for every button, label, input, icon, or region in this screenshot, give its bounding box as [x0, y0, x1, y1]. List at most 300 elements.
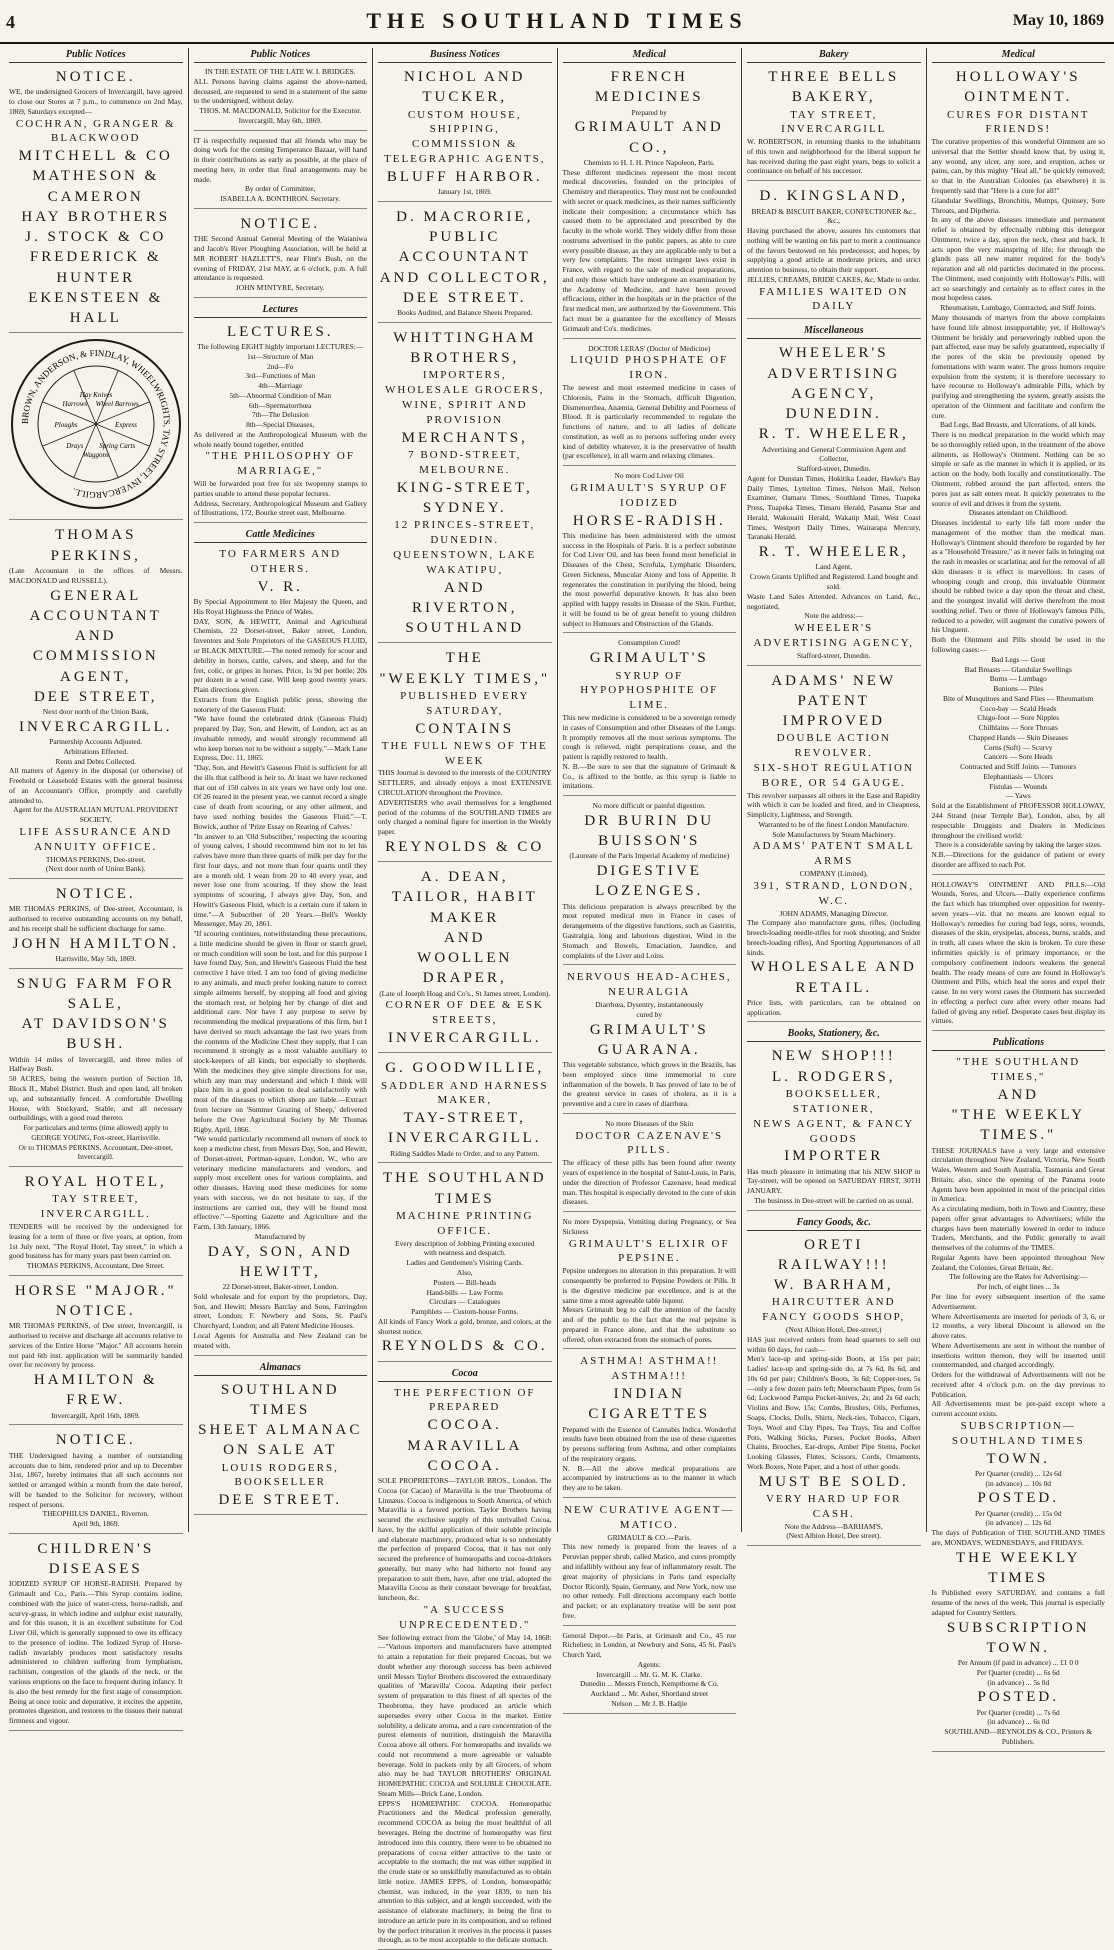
ad-text: Where Advertisements are inserted for periods of 3, 6, or 12 months, a very liberal Discount is allowed on the above rates.	[931, 1311, 1105, 1341]
ad-text: These different medicines represent the most recent medical discoveries, founded on the principles of Chemistry and therapeutics. They must not be confounded with secret or quack medicines, as their names sufficiently indicate their composition; a circumstance which has caused them to be appreciated and prescribed by the faculty in the whole world. They widely differ from those nostrums advertised in the public papers, as able to cure every possible disease, as they are applicable only to but a very few complaints. The most stringent laws exist in France, with regard to the sale of medical preparations, and only those which have undergone an examination by the Academy of Medicine, and have been proved efficacious, either in the hospitals or in the practice of the first medical men, are authorized by the Government. This fact must be a guarantee for the excellency of Messrs Grimault and Co's. medicines.	[562, 167, 736, 333]
seal-inner-label: Harrows	[62, 400, 87, 409]
ad-text: This new remedy is prepared from the leaves of a Peruvian pepper shrub, called Matico, and cures promptly and infallibly without any fear of inflammatory result. The great majority of physicians in Paris (and especially Doctor Ricord), Spain, Germany, and New York, now use no other remedy. Full directions accompany each bottle and packet; or an explanatory treatise will be sent post free.	[562, 1542, 736, 1620]
ad-headline: SUBSCRIPTION	[946, 1619, 1090, 1636]
ad-headline: G. GOODWILLIE,	[385, 1060, 545, 1077]
ad-headline: ASTHMA! ASTHMA!! ASTHMA!!!	[580, 1355, 719, 1383]
column	[373, 48, 558, 1945]
ad-headline: "WEEKLY TIMES,"	[379, 670, 551, 687]
ad-text: N. B.—All the above medical preparations are accompanied by instructions as to the manner in which they are to be taken.	[562, 1463, 736, 1493]
advertisement	[563, 1631, 737, 1714]
ad-text: In any of the above diseases immediate and permanent relief is obtained by effectually rubbing this detergent Ointment, twice a day, upon the neck, chest and back. It acts upon the very mainspring of life; for through the glands pass all new matter required for the body's reparation and all old particles decimated in the process. The Ointment, used conjointly with Holloway's Pills, will act so searchingly and certainly as to effect cures in the most hopeless cases.	[931, 215, 1105, 303]
ad-headline: GRIMAULT'S GUARANA.	[589, 1021, 709, 1058]
ad-text: Will be forwarded post free for six twopenny stamps to parties unable to attend these popular lectures.	[193, 479, 367, 498]
ad-text: Per Annum (if paid in advance) ... £1 0 0	[957, 1658, 1079, 1668]
ad-text: Agents:	[637, 1659, 661, 1669]
ad-headline: SOUTHLAND TIMES	[220, 1381, 340, 1418]
ad-text: Agent for Dunstan Times, Hokitika Leader, Hawke's Bay Daily Times, Lyttelton Times, Nelson Mail, Nelson Examiner, Oamaru Times, Southland Times, Tuapeka Press, Tuapeka Times, Timaru Herald, Pasama Star and Herald, Wakouaiti Herald, Wakatip Mail, West Coast Times, Westport Daily Times, Wairarapa Mercury, Taranaki Herald.	[747, 473, 921, 542]
ad-headline: J. STOCK & CO	[25, 229, 167, 246]
ad-text: Chapped Hands — Skin Diseases	[968, 732, 1068, 742]
ad-headline: TAY STREET, INVERCARGILL.	[40, 1193, 151, 1221]
ad-headline: THE SOUTHLAND TIMES	[382, 1170, 547, 1207]
ad-headline: DIGESTIVE LOZENGES.	[595, 863, 704, 900]
section-heading: Public Notices	[194, 48, 368, 63]
ad-text: Diseases incidental to early life fall more under the management of the mother than the medical man. Holloway's Ointment should therefore be regarded by her as a "Household Treasure," as it never fails in bringing out the rash in measles or scarlatina; and for the removal of all skin diseases it is effect is marvellous. In cases of whooping cough and croup, this invaluable Ointment should be rubbed twice a day upon the throat and chest, and the youngest invalid will derive therefrom the most soothing relief. Two or three of Holloway's famous Pills, reduced to a powder, will augment the curative powers of his Unguent.	[931, 518, 1105, 635]
ad-text: By Special Appointment to Her Majesty the Queen, and His Royal Highness the Prince of Wales.	[193, 597, 367, 616]
section-heading: Almanacs	[194, 1361, 368, 1376]
ad-text: All Advertisements must be pre-paid except where a current account exists.	[931, 1399, 1105, 1419]
advertisement	[747, 1235, 921, 1546]
ad-headline: DOCTOR CAZENAVE'S PILLS.	[575, 1129, 724, 1157]
ad-text: GRIMAULT & CO.—Paris.	[607, 1532, 692, 1542]
ad-text: As delivered at the Anthropological Museum with the whole neatly bound together, entitled	[193, 429, 367, 449]
ad-text: Manufactured by	[254, 1231, 306, 1241]
ad-text: Sole Manufacturers by Steam Machinery.	[772, 829, 896, 839]
page-columns	[4, 48, 1110, 1945]
seal-inner-label: Ploughs	[54, 421, 78, 430]
advertisement	[194, 214, 368, 298]
advertisement	[9, 884, 183, 969]
ad-text: The days of Publication of THE SOUTHLAND TIMES are, MONDAYS, WEDNESDAYS, and FRIDAYS.	[931, 1528, 1105, 1547]
ad-headline: NICHOL AND TUCKER,	[403, 69, 526, 106]
ad-headline: TAY STREET, INVERCARGILL	[781, 108, 887, 136]
ad-text: "If scouring continues, notwithstanding these precautions, a little medicine should be given in flour or starch gruel, or much condition will soon be lost, and for this purpose I have found Day, Son, and Hewitt's Gaseous Fluid the best corrective I have tried. I am too fond of giving medicine to any animals, and much prefer looking nature to correct simple ailments herself, by stopping all food and giving the stomach rest, or helping her by change of diet and additional care. Nor have I any purpose to serve by recommending the medical preparations of this firm, but I have derived so much advantage the last two years from the contents of the Medicine Chest they supply, that I can recommend it strongly as a most valuable auxiliary to stock-keepers of all kinds, but especially to shepherds. With the medicines they give simple directions for use, which any man may understand and which I think will place him in a good position to deal satisfactorily with most of the diseases to which sheep are liable.—Extract from lecture on 'Summer Grazing of Sheep,' delivered before the Over Agricultural Society by Mr Thomas Rigby, April, 1866.	[193, 929, 367, 1134]
advertisement	[194, 1380, 368, 1516]
ad-text: Consumption Cured!	[618, 638, 681, 648]
advertisement	[378, 648, 552, 862]
ad-headline: ADAMS' PATENT SMALL ARMS	[752, 840, 915, 868]
ad-text: Land Agent,	[815, 562, 853, 572]
ad-headline: LIQUID PHOSPHATE OF IRON.	[570, 354, 729, 382]
advertisement	[563, 67, 737, 339]
ad-text: 3rd—Functions of Man	[245, 371, 316, 381]
ad-headline: FREDERICK & HUNTER	[29, 249, 162, 286]
ad-text: (in advance) ... 6s 0d	[987, 1717, 1050, 1727]
ad-text: IN THE ESTATE OF THE LATE W. I. BRIDGES.	[205, 67, 356, 76]
ad-text: "We would particularly recommend all owners of stock to keep a medicine chest, from Messrs Day, Son, and Hewitt, of Dorset-street, Portman-square, London, W., who are veterinary medicine manufacturers and vendors, and supply most excellent ones for various complaints, and other diseases. Having used these medicines for some years with success, we do not hesitate to say, if the instructions are carried out, they will be found most effective."—Sporting Gazette and Agriculture and the Farm, 13th January, 1866.	[193, 1134, 367, 1232]
ad-text: Having purchased the above, assures his customers that nothing will be wanting on his part to merit a continuance of the favors bestowed on his predecessor, and hopes, by supplying a good article at moderate prices, and strict attention to business, to obtain their support.	[747, 226, 921, 275]
ad-headline: GRIMAULT AND CO.,	[574, 119, 724, 156]
ad-text: Contracted and Stiff Joints — Tumours	[960, 762, 1077, 772]
ad-text: This vegetable substance, which grows in the Brazils, has been employed since time immemorial to cure inflammation of the bowels. It has proved of late to be of the greatest service in cases of cholera, as it is a preventive and a cure in cases of diarrhœa.	[562, 1060, 736, 1109]
ad-text: "In answer to an 'Old Subscriber,' respecting the scouring of young calves, I should recommend him not to let his calves have more than three quarts of milk per day for the first four days, and not more than four quarts until they are a month old. I wean from 20 to 40 every year, and never lose one from scouring. If they show the least symptoms of scouring, I always give Day, Son, and Hewitt's Gaseous Fluid, which is a certain cure if taken in time."—A Subscriber of 20 Years.—Bell's Weekly Messenger, May 20, 1861.	[193, 831, 367, 929]
ad-text: Bunions — Piles	[993, 684, 1044, 694]
ad-text: As a circulating medium, both in Town and Country, these papers offer great advantages to Advertisers; while the charges have been materially lowered in order to induce Traders, Merchants, and the Public generally to avail themselves of the columns of the TIMES.	[931, 1204, 1105, 1253]
ad-text: Messrs Grimault beg to call the attention of the faculty and of the public to the fact that the real pepsine is prepared in France alone, and that the substitute so offered, often extracted from the stomach of pores.	[562, 1305, 736, 1344]
section-heading: Books, Stationery, &c.	[747, 1027, 921, 1042]
ad-text: cured by	[636, 1009, 663, 1019]
ad-text: (in advance) ... 5s 0d	[987, 1677, 1050, 1687]
ad-text: 6th—Spermatorrhœa	[249, 400, 312, 410]
section-heading: Medical	[932, 48, 1106, 63]
ad-headline: NOTICE.	[55, 1432, 136, 1449]
ad-headline: D. KINGSLAND,	[759, 188, 909, 205]
ad-headline: SUBSCRIPTION—SOUTHLAND TIMES	[951, 1419, 1085, 1447]
advertisement	[747, 343, 921, 665]
ad-headline: INVERCARGILL.	[18, 718, 173, 735]
ad-text: Sold at the Establishment of PROFESSOR HOLLOWAY, 244 Strand (near Temple Bar), London, also, by all respectable Druggists and Dealers in Medicines throughout the civilised world.	[931, 801, 1105, 840]
ad-headline: DEE STREET.	[218, 1492, 343, 1509]
ad-text: April 9th, 1869.	[72, 1519, 120, 1529]
ad-text: Note the Address—BARHAM'S,	[784, 1521, 883, 1531]
ad-text: THOMAS PERKINS, Accountant, Dee Street.	[26, 1261, 165, 1271]
ad-headline: MATHESON & CAMERON	[32, 168, 160, 205]
ad-text: The newest and most esteemed medicine in cases of Chlorosis, Pains in the Stomach, difficult Digestion, Dismenorrhea, Anæmia, General Debility and Poorness of Blood. It is particularly recommended to regulate the functions of nature, and to all ladies of delicate constitution, as well as to persons suffering under every kind of debility whatever, it is the preservative of health (par excellence), in all warm and relaxing climates.	[562, 383, 736, 461]
column	[189, 48, 374, 1532]
ad-text: N.B.—Directions for the guidance of patient or every disorder are affixed to each Pot.	[931, 850, 1105, 869]
ad-headline: W. BARHAM,	[773, 1277, 894, 1294]
ad-text: Cancers — Sore Heads	[983, 752, 1053, 762]
ad-headline: DR BURIN DU BUISSON'S	[584, 812, 715, 850]
advertisement	[378, 1168, 552, 1361]
ad-headline: SADDLER AND HARNESS MAKER,	[380, 1079, 549, 1107]
ad-headline: NOTICE.	[55, 886, 136, 903]
ad-text: General Depot.—In Paris, at Grimault and Co., 45 rue Richelieu; in London, at Newbury and Sons, 45 St. Paul's Church Yard,	[562, 1630, 736, 1660]
ad-text: Prepared by	[631, 107, 667, 117]
ad-text: Warranted to be of the finest London Manufacture.	[758, 819, 909, 829]
ad-text: "Day, Son, and Hewitt's Gaseous Fluid is sufficient for all the ills that calfhood is heir to. At least we have reckoned that out of 150 calves in six years we have only lost one. Of 26 reared in the present year, we cannot record a single case of death from scouring, or any other ailment, and have used nothing besides the Gaseous Fluid."—T. Bowick, author of 'Prize Essay on Rearing of Calves.'	[193, 763, 367, 831]
ad-text: No more Cod Liver Oil	[614, 471, 684, 481]
ad-headline: CURES FOR DISTANT FRIENDS!	[946, 108, 1090, 136]
ad-headline: TAY-STREET,	[403, 1110, 526, 1127]
ad-headline: "THE WEEKLY TIMES."	[951, 1107, 1086, 1144]
ad-headline: SIX-SHOT REGULATION BORE, OR 54 GAUGE.	[753, 761, 914, 789]
ad-text: Per Quarter (credit) ... 12s 6d	[974, 1468, 1062, 1478]
ad-text: Invercargill, May 6th, 1869.	[238, 115, 322, 125]
ad-text: Invercargill ... Mr. G. M. K. Clarke.	[596, 1669, 703, 1679]
ad-text: Per Quarter (credit) ... 15s 0d	[974, 1508, 1062, 1518]
ad-text: All kinds of Fancy Work a gold, bronze, and colors, at the shortest notice.	[378, 1316, 552, 1336]
ad-headline: THE	[445, 650, 484, 667]
ad-text: 8th—Special Diseases,	[246, 420, 315, 430]
ad-text: W. ROBERTSON, in returning thanks to the inhabitants of this town and neighborhood for the liberal support he has received during the past eight years, begs to solicit a continuance on behalf of his successor.	[747, 137, 921, 176]
ad-text: Orders for the withdrawal of Advertisements will not be received after 4 o'clock p.m. on the day previous to Publication.	[931, 1370, 1105, 1399]
ad-headline: CONTAINS	[415, 720, 515, 737]
page-number: 4	[6, 12, 15, 32]
section-heading: Medical	[563, 48, 737, 63]
ad-headline: POSTED.	[977, 1490, 1059, 1507]
section-heading: Lectures	[194, 303, 368, 318]
ad-headline: KING-STREET, SYDNEY.	[396, 479, 533, 516]
ad-text: 4th—Marriage	[258, 381, 303, 391]
ad-text: THOS. M. MACDONALD, Solicitor for the Executor.	[199, 106, 362, 116]
ad-text: Men's lace-up and spring-side Boots, at 15s per pair; Ladies' lace-up and spring-side do, at 7s 6d, 8s 6d, and 10s 6d per pair; Children's Boots, 3s 6d; Copper-toes, 5s—only a few dozen pairs left; Meerschaum Pipes, from 5s 6d; Lockwood Pampa Pocket-knives, 2s; and 2s 6d each; Violins and Bow, 15s; Combs, Brushes, Oils, Perfumes, Soaps, Clocks, Dolls, Shirts, Neck-ties, Tobacco, Cigars, Toys, Wool and Clay Pipes, Tea Trays, Tea and Coffee Pots, Walking Sticks, Purses, Pocket Books, Albert Chains, Brooches, Ear-drops, Amber Pipe Stems, Pocket Looking Glasses, Flutes, Scissors, Cords, Ornaments, Work Boxes, Note Paper, and a host of other goods.	[747, 1354, 921, 1471]
seal-outer-text: BROWN, ANDERSON, & FINDLAY, WHEELWRIGHTS, TAY STREET, INVERCARGILL.	[19, 348, 172, 501]
ad-text: 22 Dorset-street, Baker-street, London.	[222, 1282, 339, 1292]
seal-inner-label: Waggons	[83, 451, 109, 460]
ad-text: (Laureate of the Paris Imperial Academy of medicine)	[569, 851, 730, 861]
ad-text: THESE JOURNALS have a very large and extensive circulation throughout New Zealand, Victoria, New South Wales, Western and South Australia, Tasmania and Great Britain; also, since the opening of the Panama route Agents have been appointed in most of the principal cities in America.	[931, 1145, 1105, 1204]
advertisement	[378, 328, 552, 643]
ad-text: (Late Accountant in the offices of Messrs. MACDONALD and RUSSELL).	[9, 565, 183, 585]
ad-headline: SOUTHLAND	[405, 620, 525, 637]
ad-headline: INVERCARGILL.	[387, 1130, 542, 1147]
advertisement	[747, 1046, 921, 1210]
ad-headline: TOWN.	[986, 1639, 1050, 1656]
ad-text: Chemists to H. I. H. Prince Napoleon, Paris.	[583, 157, 715, 167]
ad-text: Dunedin ... Messrs French, Kempthorne & Co.	[579, 1679, 719, 1689]
ad-headline: WHITTINGHAM BROTHERS,	[393, 329, 537, 367]
ad-headline: WHEELER'S ADVERTISING	[767, 345, 901, 382]
section-heading: Publications	[932, 1036, 1106, 1051]
ad-text: There is a considerable saving by taking the larger sizes.	[934, 840, 1102, 850]
column	[927, 48, 1111, 1746]
seal-inner-label: Spring Carts	[98, 442, 135, 451]
ad-text: The Company also manufacture guns, rifles, (including breech-loading needle-rifles for rook shooting, and Snider breech-loading rifles), And Sporting Appurtenances of all kinds.	[747, 918, 921, 957]
ad-headline: MITCHELL & CO	[18, 148, 173, 165]
ad-text: Local Agents for Australia and New Zealand can be treated with.	[193, 1331, 367, 1350]
ad-text: TENDERS will be received by the undersigned for leasing for a term of three or five years, at option, from 1st July next, "The Royal Hotel, Tay street," in which a good business has for many years past been carried on.	[9, 1222, 183, 1261]
ad-text: WE, the undersigned Grocers of Invercargill, have agreed to close our Stores at 7 p.m., to commence on 2nd May, 1869, Saturdays excepted—	[9, 87, 183, 116]
ad-text: 5th—Abnormal Condition of Man	[229, 390, 332, 400]
ad-headline: DAY, SON, AND HEWITT,	[207, 1243, 353, 1280]
ad-text: Bad Breasts — Glandular Swellings	[964, 664, 1072, 674]
ad-headline: GRIMAULT'S SYRUP OF IODIZED	[570, 481, 729, 509]
ad-text: Rheumatism, Lumbago, Contracted, and Stiff Joints.	[940, 303, 1097, 313]
advertisement	[378, 867, 552, 1053]
advertisement	[563, 344, 737, 467]
seal-inner-label: Express	[114, 421, 137, 430]
advertisement	[194, 136, 368, 209]
ad-headline: REYNOLDS & CO.	[381, 1338, 548, 1355]
ad-headline: THREE BELLS BAKERY,	[768, 69, 900, 106]
advertisement	[563, 1119, 737, 1212]
ad-text: Fistulas — Wounds	[989, 781, 1048, 791]
ad-headline: R. T. WHEELER,	[758, 426, 909, 443]
ad-headline: RIVERTON,	[412, 599, 518, 616]
ad-headline: AND	[444, 579, 486, 596]
ad-text: Diarrhœa, Dysentry, instantaneously	[595, 999, 704, 1009]
ad-text: Per Quarter (credit) ... 6s 6d	[976, 1667, 1060, 1677]
ad-text: Pepsine undergoes no alteration in this preparation. It will consequently be preferred to Pepsine Powders or Pills. It is the digestive medicine par excellence, and is at the same time a most agreeable table liqueur.	[562, 1266, 736, 1305]
ad-headline: "A SUCCESS UNPRECEDENTED."	[399, 1603, 531, 1631]
ad-text: Every description of Jobbing Printing executed	[395, 1238, 535, 1248]
advertisement	[9, 525, 183, 879]
ad-headline: AND	[444, 929, 486, 946]
ad-text: Or to THOMAS PERKINS, Accountant, Dee-street, Invercargill.	[18, 1142, 173, 1162]
ad-text: HAS just received orders from head quarters to sell out within 60 days, for cash—	[747, 1334, 921, 1354]
ad-text: (Late of Joseph Hoag and Co's., St James street, London).	[379, 988, 551, 998]
ad-text: COMPANY (Limited),	[799, 869, 868, 879]
ad-text: Both the Ointment and Pills should be used in the following cases:—	[931, 635, 1105, 654]
ad-text: THOMAS PERKINS, Dee-street.	[45, 854, 146, 864]
ad-text: IT is respectfully requested that all friends who may be doing work for the coming Temperance Bazaar, will hand in their contributions as early as possible, at the place of meeting here, in order that final arrangements may be made.	[193, 135, 367, 184]
advertisement	[378, 1058, 552, 1163]
section-heading: Fancy Goods, &c.	[747, 1216, 921, 1231]
advertisement	[563, 801, 737, 965]
ad-text: Advertising and General Commission Agent and Collector,	[761, 444, 906, 464]
ad-headline: QUEENSTOWN, LAKE WAKATIPU,	[393, 548, 537, 576]
masthead	[0, 0, 1114, 44]
ad-text: Books Audited, and Balance Sheets Prepared.	[397, 308, 533, 318]
ad-headline: AT DAVIDSON'S BUSH.	[21, 1016, 170, 1053]
column	[742, 48, 927, 1541]
ad-headline: L. RODGERS,	[772, 1068, 896, 1085]
ad-headline: MERCHANTS,	[401, 429, 528, 446]
seal-graphic	[13, 341, 179, 507]
ad-headline: IMPROVED	[782, 713, 885, 730]
ad-headline: CUSTOM HOUSE, SHIPPING,	[407, 108, 522, 136]
ad-text: (Next Albion Hotel, Dee-street,)	[786, 1325, 882, 1335]
section-heading: Bakery	[747, 48, 921, 63]
ad-text: ALL Persons having claims against the above-named, deceased, are requested to send in a statement of the same to the undersigned, without delay.	[193, 76, 367, 106]
ad-text: "We have found the celebrated drink (Gaseous Fluid) prepared by Day, Son, and Hewitt, of London, act as an invaluable remedy, and would strongly recommend all who keep horses not to be without a supply."—Mark Lane Express, Dec. 11, 1865.	[193, 714, 367, 763]
ad-headline: NEW CURATIVE AGENT—MATICO.	[564, 1504, 735, 1531]
ad-text: The business in Dee-street will be carried on as usual.	[754, 1195, 914, 1205]
ad-text: Agent for the AUSTRALIAN MUTUAL PROVIDENT SOCIETY,	[13, 805, 179, 825]
advertisement	[9, 67, 183, 333]
ad-headline: AGENCY, DUNEDIN.	[785, 385, 882, 423]
ad-headline: TAILOR, HABIT MAKER	[391, 889, 538, 926]
ad-text: THE Second Annual General Meeting of the Waianiwa and Jacob's River Ploughing Association, will be held at MR ROBERT HAZLETT'S, near Flint's Bush, on the evening of FRIDAY, 21st MAY, at 6 o'clock, p.m. A full attendance is requested.	[193, 234, 367, 283]
ad-text: MR THOMAS PERKINS, of Dee street, Invercargill, is authorised to receive and discharge all accounts relative to services of the Entire Horse "Major." All accounts herein not paid 6th inst. application will be summarily handed over for recovery by process.	[9, 1321, 183, 1370]
ad-headline: HAIRCUTTER AND FANCY GOODS SHOP,	[762, 1296, 906, 1324]
ad-text: Next door north of the Union Bank,	[42, 707, 149, 717]
ad-headline: CORNER OF DEE & ESK STREETS,	[385, 999, 544, 1027]
ad-text: This delicious preparation is always prescribed by the most reputed medical men in France in cases of derangements of the digestive functions, such as Gastritis, Gastralgia, long and laborious digestion, Wind in the Stomach and Bowels, Emaciation, Jaundice, and complaints of the Liver and Loins.	[562, 901, 736, 960]
wheelwright-seal	[11, 339, 181, 509]
ad-text: The curative properties of this wonderful Ointment are so universal that the Settler should know that, by using it, any wound, any ulcer, any sore, and eruption, aches or pains, can, by this mighty "Heal all," be quickly removed; so that in the Australian Colonies (as elsewhere) it is frequently said that "Here is a cure for all!"	[931, 137, 1105, 196]
advertisement	[563, 970, 737, 1114]
ad-text: 50 ACRES, being the western portion of Section 18, Block II., Mabel District. Bush and open land, all broken up, and substantially fenced. A comfortable Dwelling House, with Stockyard, Stable, and all necessary outbuildings, with a good road thereto.	[9, 1074, 183, 1123]
ad-text: Is Published every SATURDAY, and contains a full resume of the news of the week. This journal is especially adapted for Country Settlers.	[931, 1588, 1105, 1617]
advertisement	[747, 671, 921, 1023]
advertisement	[563, 471, 737, 633]
ad-text: THEOPHILUS DANIEL, Riverton.	[42, 1509, 149, 1519]
ad-text: GEORGE YOUNG, Fox-street, Harrisville.	[31, 1132, 161, 1142]
section-heading: Cocoa	[378, 1367, 552, 1382]
ad-text: Where Advertisements are sent in without the number of insertions written thereon, they will be inserted until countermanded, and charged accordingly.	[931, 1340, 1105, 1370]
ad-headline: HAY BROTHERS	[21, 208, 171, 225]
ad-text: (Next Albion Hotel, Dee street).	[786, 1531, 882, 1541]
ad-text: HOLLOWAY'S OINTMENT AND PILLS.—Old Wounds, Sores, and Ulcers.—Daily experience confirms the fact which has triumphed over opposition for twenty-seven years—viz. that no means are known equal to Holloway's remedies for curing bad legs, sores, wounds, diseases of the skin, erysipelas, abscess, burns, scalds, and in truth, all cases where the skin is broken. To cure these infirmities quickly is of primary importance, or the compulsory confinement indoors weakens the general health. The ready means of cure are found in Holloway's Ointment and Pills, which heal the sores and expel their cause. In no very worst cases the Ointment has succeeded in effecting a perfect cure after every other means had failed of giving any relief. Desperate cases best display its virtues.	[931, 879, 1105, 1026]
ad-text: Ladies and Gentlemen's Visiting Cards.	[406, 1258, 524, 1268]
ad-text: SOUTHLAND—REYNOLDS & CO., Printers & Publishers.	[944, 1727, 1093, 1746]
ad-text: See following extract from the 'Globe,' of May 14, 1868:—"Various importers and manufacturers have attempted to attain a reputation for their prepared Cocoas, but we doubt whether any thorough success has been achieved until Messrs Taylor Brothers discovered the extraordinary qualities of 'Maravilla' Cocoa. Adapting their perfect system of preparation to this finest of all species of the Theobroma, they have produced an article which supersedes every other Cocoa in the market. Entire solubility, a delicate aroma, and a rare concentration of the purest elements of nutrition, distinguish the Maravilla Cocoa above all others. For homœopaths and invalids we could not recommend a more agreeable or valuable beverage. Sold in packets only by all Grocers, of whom also may be had TAYLOR BROTHERS' ORIGINAL HOMŒPATHIC COCOA and SOLUBLE CHOCOLATE. Steam Mills—Brick Lane, London.	[378, 1632, 552, 1798]
ad-text: ISABELLA A. BONTHRON. Secretary.	[220, 194, 341, 204]
ad-headline: MUST BE SOLD.	[758, 1473, 909, 1490]
ad-headline: TOWN.	[986, 1450, 1050, 1467]
ad-headline: R. T. WHEELER,	[758, 544, 909, 561]
ad-text: SOLE PROPRIETORS—TAYLOR BROS., London. The Cocoa (or Cacao) of Maravilla is the true Theobroma of Linnæus. Cocoa is indigenous to South America, of which Maravilla is a favored portion. Taylor Brothers having secured the exclusive supply of this unrivalled Cocoa, have, by the skilful application of their soluble principle and elaborate machinery, produced what is so undeniably the perfection of prepared Cocoa, that it has not only secured the preference of homœopaths and cocoa-drinkers generally, but many who had hitherto not found any preparation to suit them, have, after one trial, adopted the Maravilla Cocoa as their constant beverage for breakfast, luncheon, &c.	[378, 1476, 552, 1603]
ad-text: Note the address:—	[804, 611, 864, 621]
ad-text: with neatness and despatch.	[423, 1248, 506, 1258]
ad-text: JOHN M'INTYRE, Secretary.	[235, 283, 325, 293]
ad-text: Per inch, of eight lines ... 3s	[976, 1282, 1060, 1292]
ad-headline: LOUIS RODGERS, BOOKSELLER	[221, 1461, 339, 1489]
ad-headline: HORSE "MAJOR."	[14, 1282, 177, 1299]
advertisement	[378, 1386, 552, 1950]
ad-text: BREAD & BISCUIT BAKER, CONFECTIONER &c., &c.,	[751, 206, 917, 226]
ad-text: Auckland ... Mr. Asher, Shortland street	[590, 1689, 709, 1699]
seal-inner-label: Wheel Barrows	[95, 400, 139, 409]
ad-headline: "THE PHILOSOPHY OF MARRIAGE,"	[205, 450, 355, 478]
ad-headline: HOLLOWAY'S OINTMENT.	[955, 69, 1081, 106]
ad-headline: LIFE ASSURANCE AND ANNUITY OFFICE.	[19, 825, 173, 853]
ad-headline: ROYAL HOTEL,	[24, 1174, 167, 1191]
ad-headline: COMMISSION & TELEGRAPHIC AGENTS,	[384, 138, 546, 166]
ad-headline: ON SALE AT	[223, 1442, 338, 1459]
ad-headline: SYRUP OF HYPOPHOSPHITE OF LIME.	[580, 669, 719, 712]
column	[558, 48, 743, 1708]
ad-headline: LECTURES.	[226, 323, 334, 340]
ad-text: 2nd—Fo	[267, 361, 294, 371]
advertisement	[9, 1172, 183, 1276]
advertisement	[932, 67, 1106, 875]
ad-text: No more difficult or painful digestion.	[592, 801, 706, 811]
ad-headline: TO FARMERS AND OTHERS.	[219, 548, 342, 576]
ad-headline: AND	[75, 628, 117, 645]
ad-headline: EKENSTEEN & HALL	[28, 289, 164, 327]
ad-text: All matters of Agency in the disposal (or otherwise) of Freehold or Leasehold Estates with the general business of an Accountant's Office, promptly and carefully attended to.	[9, 766, 183, 805]
ad-text: N. B.—Be sure to see that the signature of Grimault & Co., is affixed to the bottle, as this syrup is liable to imitations.	[562, 761, 736, 791]
ad-text: Waste Land Sales Attended. Advances on Land, &c., negotiated.	[747, 591, 921, 611]
ad-text: No more Diseases of the Skin	[605, 1118, 694, 1128]
section-heading: Cattle Medicines	[194, 528, 368, 543]
ad-text: Within 14 miles of Invercargill, and three miles of Halfway Bush.	[9, 1054, 183, 1074]
ad-text: Sold wholesale and for export by the proprietors, Day, Son, and Hewitt; Messrs Barclay and Sons, Farringdon street, London; F. Newbery and Sons, St. Paul's Churchyard, London; and all Patent Medicine Houses.	[193, 1291, 367, 1331]
ad-text: Circulars — Catalogues	[429, 1297, 501, 1307]
ad-text: This medicine has been administered with the utmost success in the Hospitals of Paris. It is a perfect substitute for Cod Liver Oil, and has been found most beneficial in Diseases of the Chest, Scrofula, Lymphatic Disorders, Green Sickness, Muscular Atony and loss of Appetite. It regenerates the constitution in purifying the blood, being the most powerful depurative known. It has also been applied with happy results in Disease of the Skin. Further, it will be found to be of great benefit to young children subject to Humours and Obstruction of the Glands.	[562, 530, 736, 628]
ad-text: Harrisville, May 5th, 1869.	[55, 953, 136, 963]
ad-headline: ADAMS' NEW PATENT	[771, 672, 897, 709]
ad-headline: INVERCARGILL.	[387, 1030, 542, 1047]
ad-headline: IMPORTERS, WHOLESALE GROCERS,	[385, 369, 545, 397]
ad-text: DAY, SON, & HEWITT, Animal and Agricultural Chemists, 22 Dorset-street, Baker street, London, Inventors and Sole Proprietors of the GASEOUS FLUID, or BLACK MIXTURE.—The noted remedy for scour and debility in horses, cattle, calves, and sheep, and for the fret, colic, or gripes in horses. Price, 1s 9d per bottle; 20s per dozen in a wood case. Will keep good twenty years. Plain directions given.	[193, 616, 367, 695]
ad-text: (in advance) ... 12s 6d	[985, 1518, 1051, 1528]
ad-headline: IMPORTER	[784, 1148, 884, 1165]
advertisement	[932, 880, 1106, 1031]
ad-headline: D. MACRORIE,	[396, 208, 534, 225]
ad-headline: WHOLESALE AND RETAIL.	[750, 959, 917, 996]
ad-headline: NOTICE.	[55, 1303, 136, 1320]
ad-headline: NEW SHOP!!!	[771, 1048, 896, 1065]
ad-headline: NERVOUS HEAD-ACHES, NEURALGIA	[566, 971, 732, 999]
advertisement	[563, 1503, 737, 1626]
ad-text: Bite of Musquitoes and Sand Flies — Rheumatism	[943, 693, 1094, 703]
ad-text: Hand-bills — Law Forms	[426, 1287, 503, 1297]
ad-headline: BLUFF HARBOR.	[386, 168, 543, 185]
advertisement	[9, 339, 183, 520]
newspaper-title: THE SOUTHLAND TIMES	[366, 8, 748, 33]
ad-text: THE Undersigned having a number of outstanding accounts due to him, rendered prior and up to December 31st, 1867, hereby intimates that all such accounts not settled or arranged within a month from the date hereof, will be handed to the Solicitor for recovery, without respect of persons.	[9, 1450, 183, 1509]
ad-text: (in advance) ... 10s 0d	[985, 1478, 1051, 1488]
ad-text: DOCTOR LERAS' (Doctor of Medicine)	[588, 343, 711, 353]
issue-date: May 10, 1869	[1012, 12, 1104, 29]
ad-headline: AND	[997, 1086, 1039, 1103]
ad-headline: VERY HARD UP FOR CASH.	[766, 1492, 902, 1520]
ad-text: The following EIGHT highly important LECTURES:—	[197, 342, 364, 352]
ad-text: Address, Secretary, Anthropological Museum and Gallery of Illustrations, 172, Bourke street east, Melbourne.	[193, 498, 367, 518]
advertisement	[194, 67, 368, 131]
ad-text: JELLIES, CREAMS, BRIDE CAKES, &c, Made to order.	[747, 274, 921, 284]
advertisement	[747, 186, 921, 319]
ad-headline: JOHN HAMILTON.	[12, 935, 179, 952]
ad-text: Bad Legs, Bad Breasts, and Ulcerations, of all kinds.	[940, 420, 1097, 430]
ad-text: Has much pleasure in intimating that his NEW SHOP in Tay-street, will be opened on SATURDAY FIRST, 30TH JANUARY.	[747, 1166, 921, 1196]
advertisement	[747, 67, 921, 181]
ad-headline: NOTICE.	[55, 69, 136, 85]
ad-headline: A. DEAN,	[420, 869, 509, 886]
ad-text: EPPS'S HOMŒPATHIC COCOA. Homœopathic Practitioners and the Medical profession generally, recommend COCOA as being the most healthful of all beverages. Being the doctrine of homœopathy was first introduced into this country, there were to be obtained no preparations of cocoa either attractive to the taste or acceptable to the stomach; the nut was either supplied in the crude state or so unskilfully manufactured as to obtain little notice. JAMES EPPS, of London, homœopathic chemist, was induced, in the year 1839, to turn his attention to this subject, and at length succeeded, with the assistance of elaborate machinery, in being the first to introduce an article pure in its composition, and so refined by the perfect trituration it receives in the process it passes through, as to be most acceptable to the delicate stomach.	[378, 1798, 552, 1945]
ad-headline: WOOLLEN DRAPER,	[417, 950, 513, 987]
ad-headline: V. R.	[257, 578, 303, 595]
advertisement	[9, 974, 183, 1167]
ad-headline: BOOKSELLER, STATIONER,	[785, 1087, 882, 1115]
ad-text: The efficacy of these pills has been found after twenty years of experience in the hospital of Saint-Louis, in Paris, under the direction of Professor Cazenave, head medical man. This hospital is especially devoted to the cure of skin diseases.	[562, 1158, 736, 1207]
ad-text: Invercargill, April 16th, 1869.	[51, 1410, 141, 1420]
ad-headline: "THE SOUTHLAND TIMES,"	[956, 1056, 1081, 1083]
ad-headline: WHEELER'S ADVERTISING AGENCY,	[753, 622, 915, 649]
